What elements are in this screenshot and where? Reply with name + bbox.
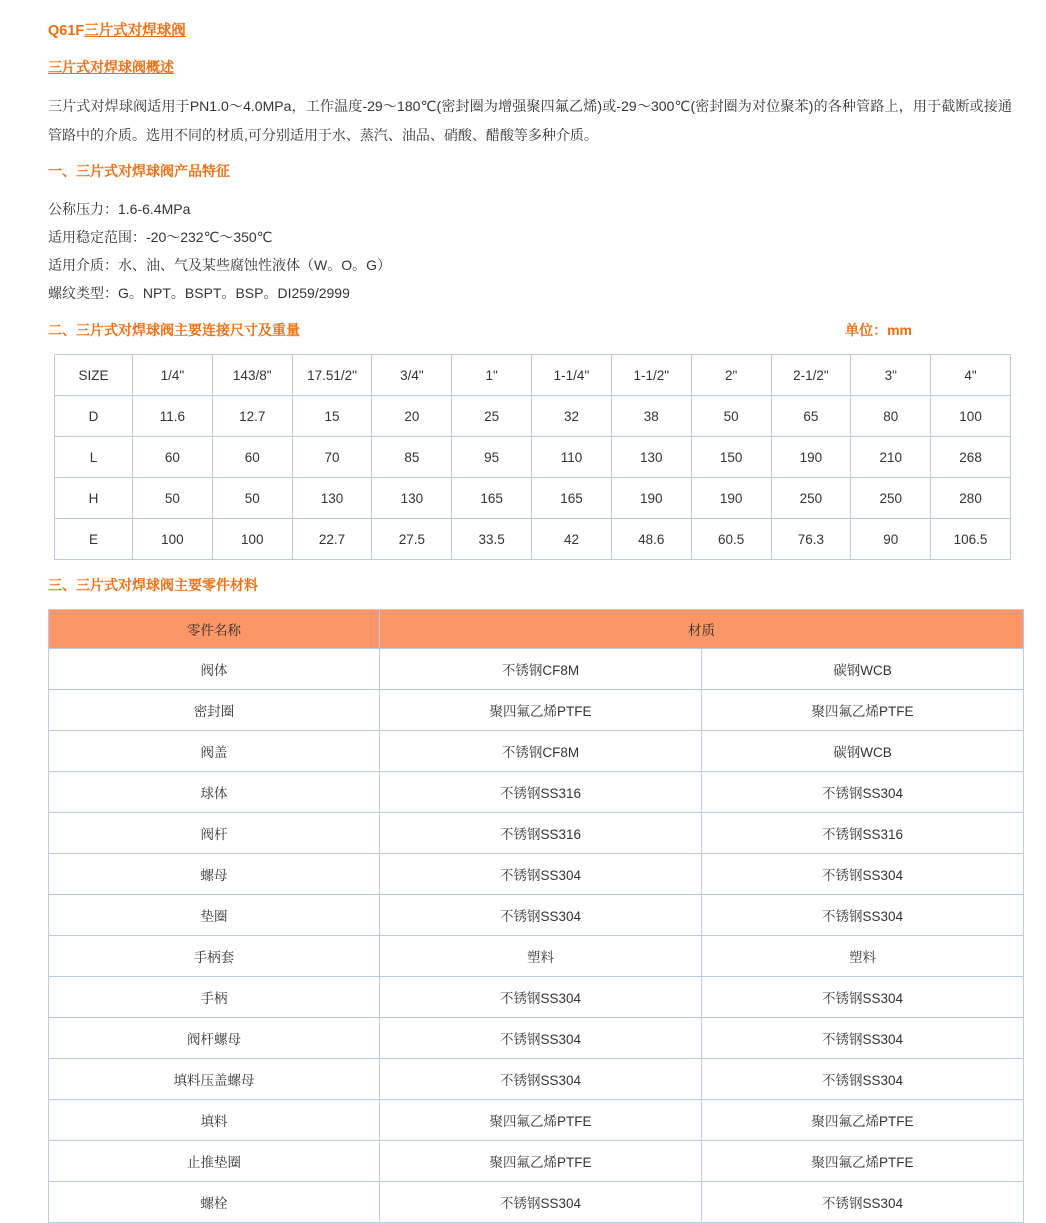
dimensions-table xyxy=(54,354,1011,560)
dimensions-header-cell-label: SIZE xyxy=(55,355,133,396)
dimensions-header-cell-value: 1-1/2" xyxy=(611,355,691,396)
materials-part-name: 填料 xyxy=(49,1100,380,1141)
table-row xyxy=(49,1018,1024,1059)
materials-material-value: 聚四氟乙烯PTFE xyxy=(380,1141,702,1182)
table-row xyxy=(55,437,1011,478)
dimensions-cell-value: 165 xyxy=(452,478,532,519)
dimensions-header-cell-value: 1/4" xyxy=(133,355,213,396)
materials-material-value: 不锈钢SS304 xyxy=(380,977,702,1018)
materials-table-head xyxy=(49,610,1024,649)
materials-part-name: 手柄套 xyxy=(49,936,380,977)
table-row xyxy=(49,731,1024,772)
materials-header-row xyxy=(49,610,1024,649)
dimensions-cell-value: 250 xyxy=(851,478,931,519)
dimensions-cell-value: 65 xyxy=(771,396,851,437)
dimensions-cell-value: 33.5 xyxy=(452,519,532,560)
materials-material-value: 不锈钢SS304 xyxy=(702,1059,1024,1100)
dimensions-header-cell-value: 2" xyxy=(691,355,771,396)
feature-temperature-range: 适用稳定范围：-20～232℃～350℃ xyxy=(48,229,273,246)
materials-table-body xyxy=(49,649,1024,1223)
dimensions-header-cell-value: 2-1/2" xyxy=(771,355,851,396)
materials-part-name: 止推垫圈 xyxy=(49,1141,380,1182)
table-row xyxy=(49,854,1024,895)
feature-applicable-media: 适用介质：水、油、气及某些腐蚀性液体（W。O。G） xyxy=(48,257,391,274)
dimensions-header-cell-value: 143/8" xyxy=(212,355,292,396)
materials-material-value: 塑料 xyxy=(380,936,702,977)
table-row xyxy=(55,396,1011,437)
materials-material-value: 不锈钢CF8M xyxy=(380,649,702,690)
dimensions-unit-label: 单位：mm xyxy=(845,322,912,339)
dimensions-cell-value: 90 xyxy=(851,519,931,560)
materials-material-value: 不锈钢SS304 xyxy=(380,1059,702,1100)
dimensions-cell-value: 100 xyxy=(931,396,1011,437)
dimensions-cell-value: 12.7 xyxy=(212,396,292,437)
dimensions-cell-value: 27.5 xyxy=(372,519,452,560)
materials-col-part-name: 零件名称 xyxy=(49,610,380,649)
table-row xyxy=(49,1182,1024,1223)
dimensions-cell-label: E xyxy=(55,519,133,560)
dimensions-header-cell-value: 17.51/2" xyxy=(292,355,372,396)
materials-material-value: 碳钢WCB xyxy=(702,649,1024,690)
dimensions-cell-value: 50 xyxy=(212,478,292,519)
table-row xyxy=(49,690,1024,731)
table-row xyxy=(49,1100,1024,1141)
dimensions-cell-value: 190 xyxy=(611,478,691,519)
table-row xyxy=(49,772,1024,813)
table-row xyxy=(49,977,1024,1018)
dimensions-cell-value: 60 xyxy=(212,437,292,478)
materials-part-name: 螺母 xyxy=(49,854,380,895)
materials-material-value: 塑料 xyxy=(702,936,1024,977)
dimensions-cell-value: 210 xyxy=(851,437,931,478)
dimensions-header-cell-value: 3/4" xyxy=(372,355,452,396)
table-row xyxy=(55,519,1011,560)
materials-part-name: 手柄 xyxy=(49,977,380,1018)
materials-material-value: 不锈钢SS304 xyxy=(702,1182,1024,1223)
materials-material-value: 不锈钢SS304 xyxy=(380,1018,702,1059)
dimensions-cell-value: 106.5 xyxy=(931,519,1011,560)
dimensions-header-row xyxy=(55,355,1011,396)
dimensions-cell-value: 20 xyxy=(372,396,452,437)
dimensions-cell-value: 25 xyxy=(452,396,532,437)
overview-heading: 三片式对焊球阀概述 xyxy=(48,58,174,75)
dimensions-cell-value: 130 xyxy=(292,478,372,519)
dimensions-cell-value: 70 xyxy=(292,437,372,478)
dimensions-cell-value: 190 xyxy=(771,437,851,478)
dimensions-heading-row xyxy=(48,321,1012,340)
dimensions-cell-value: 76.3 xyxy=(771,519,851,560)
materials-material-value: 聚四氟乙烯PTFE xyxy=(702,690,1024,731)
feature-nominal-pressure: 公称压力：1.6-6.4MPa xyxy=(48,201,191,218)
page-title-name: 三片式对焊球阀 xyxy=(84,23,186,39)
materials-material-value: 不锈钢SS304 xyxy=(702,895,1024,936)
materials-material-value: 聚四氟乙烯PTFE xyxy=(380,690,702,731)
dimensions-cell-value: 250 xyxy=(771,478,851,519)
features-heading: 一、三片式对焊球阀产品特征 xyxy=(48,163,230,180)
table-row xyxy=(49,1059,1024,1100)
dimensions-cell-value: 50 xyxy=(133,478,213,519)
materials-material-value: 不锈钢SS316 xyxy=(380,813,702,854)
dimensions-cell-value: 48.6 xyxy=(611,519,691,560)
materials-material-value: 碳钢WCB xyxy=(702,731,1024,772)
dimensions-cell-value: 80 xyxy=(851,396,931,437)
materials-table xyxy=(48,609,1024,1223)
dimensions-cell-value: 190 xyxy=(691,478,771,519)
materials-part-name: 球体 xyxy=(49,772,380,813)
dimensions-cell-label: D xyxy=(55,396,133,437)
dimensions-cell-value: 110 xyxy=(532,437,612,478)
dimensions-cell-value: 60.5 xyxy=(691,519,771,560)
dimensions-cell-value: 42 xyxy=(532,519,612,560)
materials-part-name: 填料压盖螺母 xyxy=(49,1059,380,1100)
dimensions-cell-value: 32 xyxy=(532,396,612,437)
page-title xyxy=(48,22,1012,41)
materials-part-name: 阀杆 xyxy=(49,813,380,854)
dimensions-header-cell-value: 1-1/4" xyxy=(532,355,612,396)
materials-part-name: 阀杆螺母 xyxy=(49,1018,380,1059)
page-title-code: Q61F xyxy=(48,23,85,39)
dimensions-cell-value: 22.7 xyxy=(292,519,372,560)
materials-material-value: 聚四氟乙烯PTFE xyxy=(702,1141,1024,1182)
dimensions-cell-value: 38 xyxy=(611,396,691,437)
materials-material-value: 不锈钢SS304 xyxy=(702,1018,1024,1059)
feature-thread-type: 螺纹类型：G。NPT。BSPT。BSP。DI259/2999 xyxy=(48,285,350,302)
table-row xyxy=(55,478,1011,519)
table-row xyxy=(49,813,1024,854)
materials-material-value: 聚四氟乙烯PTFE xyxy=(702,1100,1024,1141)
overview-paragraph: 三片式对焊球阀适用于PN1.0～4.0MPa，工作温度-29～180℃(密封圈为增强聚四氟乙烯)或-29～300℃(密封圈为对位聚苯)的各种管路上，用于截断或接通管路中的介质。选用不同的材质,可分别适用于水、蒸汽、油品、硝酸、醋酸等多种介质。 xyxy=(48,98,1012,143)
dimensions-cell-label: H xyxy=(55,478,133,519)
materials-material-value: 聚四氟乙烯PTFE xyxy=(380,1100,702,1141)
dimensions-cell-value: 11.6 xyxy=(133,396,213,437)
materials-part-name: 螺栓 xyxy=(49,1182,380,1223)
dimensions-header-cell-value: 4" xyxy=(931,355,1011,396)
dimensions-cell-value: 95 xyxy=(452,437,532,478)
materials-material-value: 不锈钢SS304 xyxy=(702,977,1024,1018)
dimensions-cell-value: 130 xyxy=(611,437,691,478)
materials-material-value: 不锈钢SS304 xyxy=(380,895,702,936)
dimensions-header-cell-value: 3" xyxy=(851,355,931,396)
materials-material-value: 不锈钢SS304 xyxy=(702,854,1024,895)
materials-material-value: 不锈钢SS304 xyxy=(380,854,702,895)
table-row xyxy=(49,936,1024,977)
dimensions-cell-value: 50 xyxy=(691,396,771,437)
materials-material-value: 不锈钢SS304 xyxy=(380,1182,702,1223)
materials-part-name: 密封圈 xyxy=(49,690,380,731)
dimensions-cell-value: 100 xyxy=(133,519,213,560)
dimensions-cell-value: 280 xyxy=(931,478,1011,519)
dimensions-cell-value: 268 xyxy=(931,437,1011,478)
dimensions-cell-value: 165 xyxy=(532,478,612,519)
dimensions-cell-value: 85 xyxy=(372,437,452,478)
table-row xyxy=(49,1141,1024,1182)
dimensions-heading: 二、三片式对焊球阀主要连接尺寸及重量 xyxy=(48,322,300,339)
dimensions-table-body xyxy=(55,355,1011,560)
dimensions-cell-value: 100 xyxy=(212,519,292,560)
dimensions-cell-value: 15 xyxy=(292,396,372,437)
materials-material-value: 不锈钢SS316 xyxy=(702,813,1024,854)
materials-material-value: 不锈钢CF8M xyxy=(380,731,702,772)
materials-heading: 三、三片式对焊球阀主要零件材料 xyxy=(48,577,258,594)
features-list xyxy=(48,195,1012,307)
materials-part-name: 垫圈 xyxy=(49,895,380,936)
materials-part-name: 阀盖 xyxy=(49,731,380,772)
materials-material-value: 不锈钢SS304 xyxy=(702,772,1024,813)
dimensions-cell-value: 150 xyxy=(691,437,771,478)
materials-col-material: 材质 xyxy=(380,610,1024,649)
dimensions-cell-label: L xyxy=(55,437,133,478)
materials-part-name: 阀体 xyxy=(49,649,380,690)
dimensions-cell-value: 60 xyxy=(133,437,213,478)
dimensions-cell-value: 130 xyxy=(372,478,452,519)
table-row xyxy=(49,649,1024,690)
materials-material-value: 不锈钢SS316 xyxy=(380,772,702,813)
table-row xyxy=(49,895,1024,936)
dimensions-header-cell-value: 1" xyxy=(452,355,532,396)
